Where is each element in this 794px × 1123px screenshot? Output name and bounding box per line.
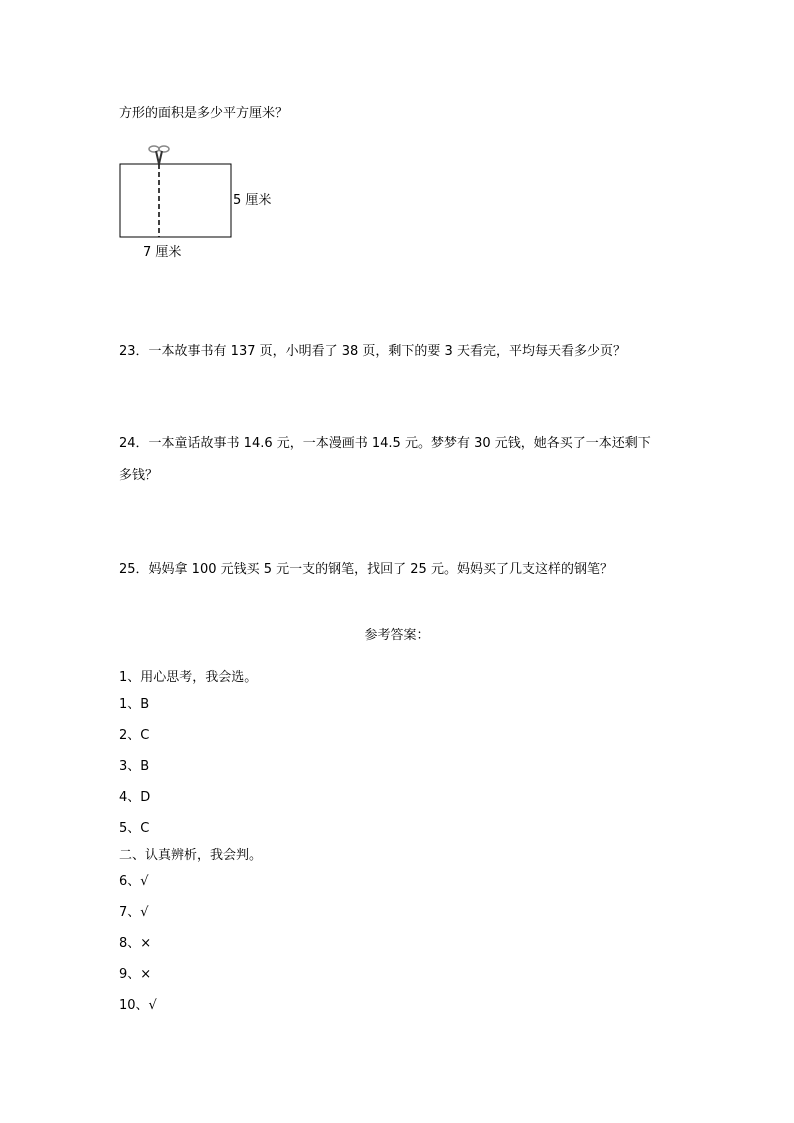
answer-8: 8、× [119,936,152,951]
scissors-icon [149,146,169,164]
answer-4: 4、D [119,790,151,805]
answer-1: 1、B [119,697,150,712]
answer-3: 3、B [119,759,150,774]
rectangle [120,164,231,237]
answer-section-1: 1、用心思考，我会选。 [119,670,258,685]
answer-7: 7、√ [119,905,149,920]
answer-2: 2、C [119,728,150,743]
height-label: 5 厘米 [233,193,272,208]
question-22-tail: 方形的面积是多少平方厘米？ [119,106,289,121]
answer-6: 6、√ [119,874,149,889]
question-24-line1: 24．一本童话故事书 14.6 元，一本漫画书 14.5 元。梦梦有 30 元钱，她各买了一本还剩下 [119,436,651,451]
question-23: 23．一本故事书有 137 页，小明看了 38 页，剩下的要 3 天看完，平均每天看多少页？ [119,344,626,359]
answer-10: 10、√ [119,998,157,1013]
answer-9: 9、× [119,967,152,982]
width-label: 7 厘米 [143,245,182,260]
answers-title: 参考答案： [364,628,430,643]
question-25: 25．妈妈拿 100 元钱买 5 元一支的钢笔，找回了 25 元。妈妈买了几支这样的钢笔？ [119,562,613,577]
answer-section-2: 二、认真辨析，我会判。 [119,848,263,863]
question-24-line2: 多钱？ [119,468,159,483]
answer-5: 5、C [119,821,150,836]
